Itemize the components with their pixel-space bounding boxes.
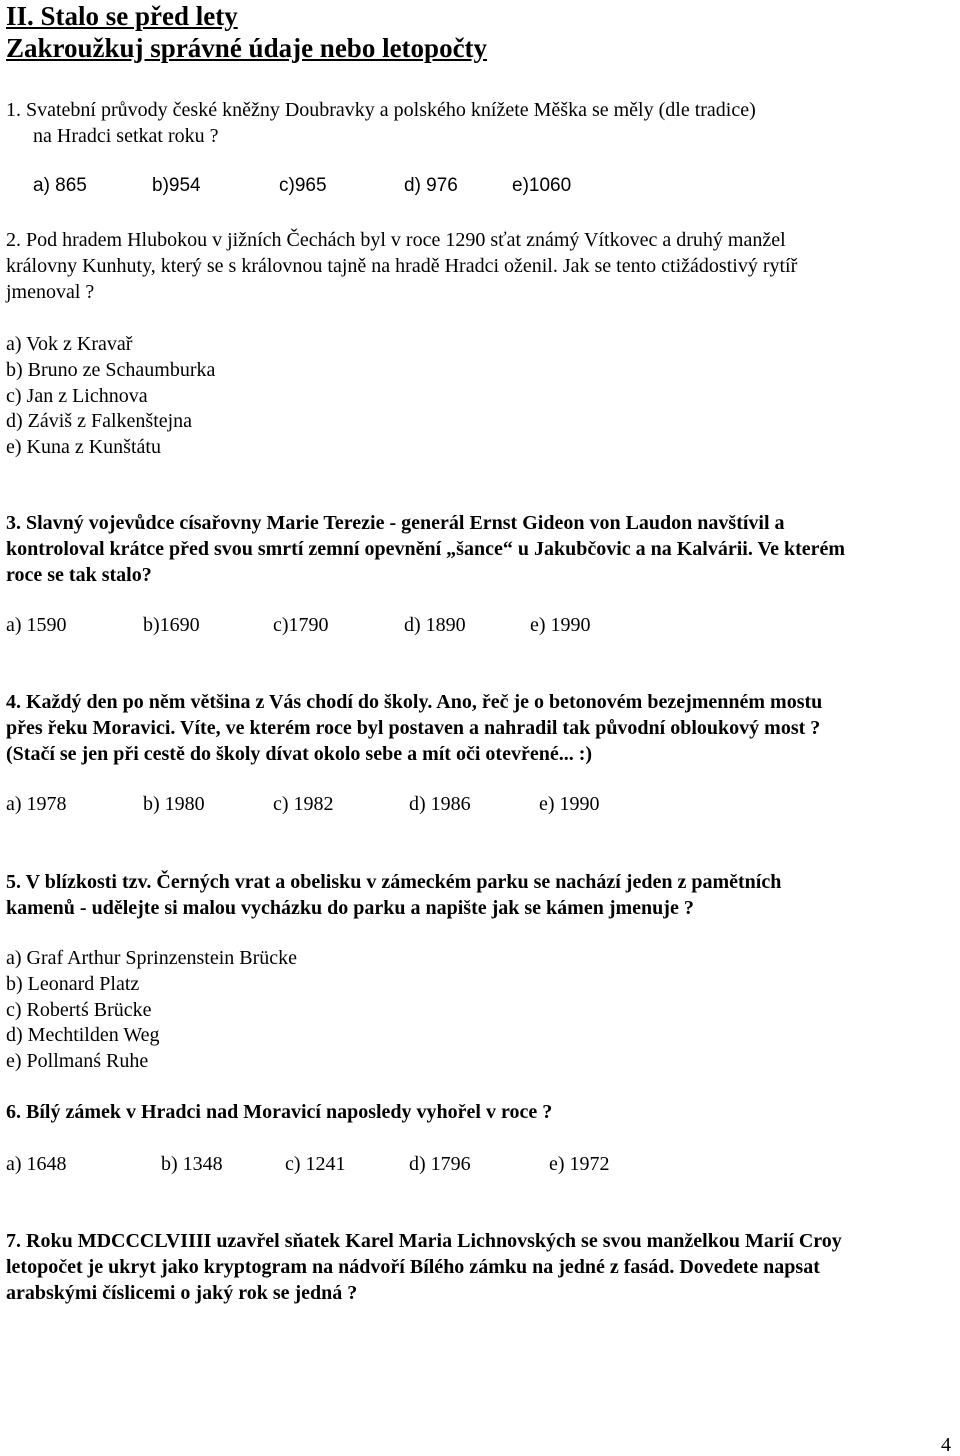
question-7-line-2: letopočet je ukryt jako kryptogram na nádvoří Bílého zámku na jedné z fasád. Dovedete napsat <box>6 1256 820 1278</box>
question-4-line-2: přes řeku Moravici. Víte, ve kterém roce byl postaven a nahradil tak původní obloukový most ? <box>6 717 821 739</box>
question-5-option-c[interactable]: c) Robertś Brücke <box>6 999 152 1021</box>
question-6-option-d[interactable]: d) 1796 <box>409 1153 471 1175</box>
question-4-option-d[interactable]: d) 1986 <box>409 793 471 815</box>
question-5-line-2: kamenů - udělejte si malou vycházku do parku a napište jak se kámen jmenuje ? <box>6 897 694 919</box>
question-2-option-e[interactable]: e) Kuna z Kunštátu <box>6 436 161 458</box>
question-1-line-1: 1. Svatební průvody české kněžny Doubravky a polského knížete Měška se měly (dle tradice) <box>6 99 756 121</box>
question-5-line-1: 5. V blízkosti tzv. Černých vrat a obelisku v zámeckém parku se nachází jeden z pamětních <box>6 871 782 893</box>
question-4-option-e[interactable]: e) 1990 <box>539 793 600 815</box>
question-5-option-e[interactable]: e) Pollmanś Ruhe <box>6 1050 149 1072</box>
question-5-option-b[interactable]: b) Leonard Platz <box>6 973 140 995</box>
question-3-line-2: kontroloval krátce před svou smrtí zemní opevnění „šance“ u Jakubčovic a na Kalvárii. Ve kterém <box>6 538 846 560</box>
question-3-option-d[interactable]: d) 1890 <box>404 614 466 636</box>
question-2-line-3: jmenoval ? <box>6 281 95 303</box>
instruction-title: Zakroužkuj správné údaje nebo letopočty <box>6 33 488 63</box>
question-2-option-c[interactable]: c) Jan z Lichnova <box>6 385 148 407</box>
question-1-option-d[interactable]: d) 976 <box>404 175 458 196</box>
question-6-option-a[interactable]: a) 1648 <box>6 1153 67 1175</box>
question-4-line-1: 4. Každý den po něm většina z Vás chodí do školy. Ano, řeč je o betonovém bezejmenném mostu <box>6 691 823 713</box>
question-1-option-b[interactable]: b)954 <box>152 175 201 196</box>
question-3-option-a[interactable]: a) 1590 <box>6 614 67 636</box>
question-2-line-1: 2. Pod hradem Hlubokou v jižních Čechách byl v roce 1290 sťat známý Vítkovec a druhý manžel <box>6 229 786 251</box>
question-5-option-a[interactable]: a) Graf Arthur Sprinzenstein Brücke <box>6 947 298 969</box>
question-1-option-c[interactable]: c)965 <box>279 175 327 196</box>
question-4-line-3: (Stačí se jen při cestě do školy dívat okolo sebe a mít oči otevřené... :) <box>6 743 593 765</box>
question-6-option-c[interactable]: c) 1241 <box>285 1153 346 1175</box>
question-6-line-1: 6. Bílý zámek v Hradci nad Moravicí naposledy vyhořel v roce ? <box>6 1101 553 1123</box>
question-5-option-d[interactable]: d) Mechtilden Weg <box>6 1024 160 1046</box>
question-3-option-b[interactable]: b)1690 <box>143 614 200 636</box>
question-4-option-c[interactable]: c) 1982 <box>273 793 334 815</box>
question-3-option-e[interactable]: e) 1990 <box>530 614 591 636</box>
question-3-option-c[interactable]: c)1790 <box>273 614 329 636</box>
question-4-option-a[interactable]: a) 1978 <box>6 793 67 815</box>
question-2-option-a[interactable]: a) Vok z Kravař <box>6 333 133 355</box>
question-7-line-3: arabskými číslicemi o jaký rok se jedná ? <box>6 1282 358 1304</box>
question-1-line-2: na Hradci setkat roku ? <box>33 125 219 147</box>
question-1-option-a[interactable]: a) 865 <box>33 175 87 196</box>
question-3-line-1: 3. Slavný vojevůdce císařovny Marie Terezie - generál Ernst Gideon von Laudon navštívil a <box>6 512 785 534</box>
question-7-line-1: 7. Roku MDCCCLVIIII uzavřel sňatek Karel Maria Lichnovských se svou manželkou Marií Croy <box>6 1230 842 1252</box>
question-2-line-2: královny Kunhuty, který se s královnou tajně na hradě Hradci oženil. Jak se tento ctižádostivý rytíř <box>6 255 798 277</box>
question-6-option-e[interactable]: e) 1972 <box>549 1153 610 1175</box>
question-6-option-b[interactable]: b) 1348 <box>161 1153 223 1175</box>
page-number: 4 <box>941 1434 951 1456</box>
question-3-line-3: roce se tak stalo? <box>6 564 152 586</box>
question-1-option-e[interactable]: e)1060 <box>512 175 572 196</box>
section-title: II. Stalo se před lety <box>6 1 238 31</box>
question-4-option-b[interactable]: b) 1980 <box>143 793 205 815</box>
question-2-option-d[interactable]: d) Záviš z Falkenštejna <box>6 410 193 432</box>
question-2-option-b[interactable]: b) Bruno ze Schaumburka <box>6 359 216 381</box>
